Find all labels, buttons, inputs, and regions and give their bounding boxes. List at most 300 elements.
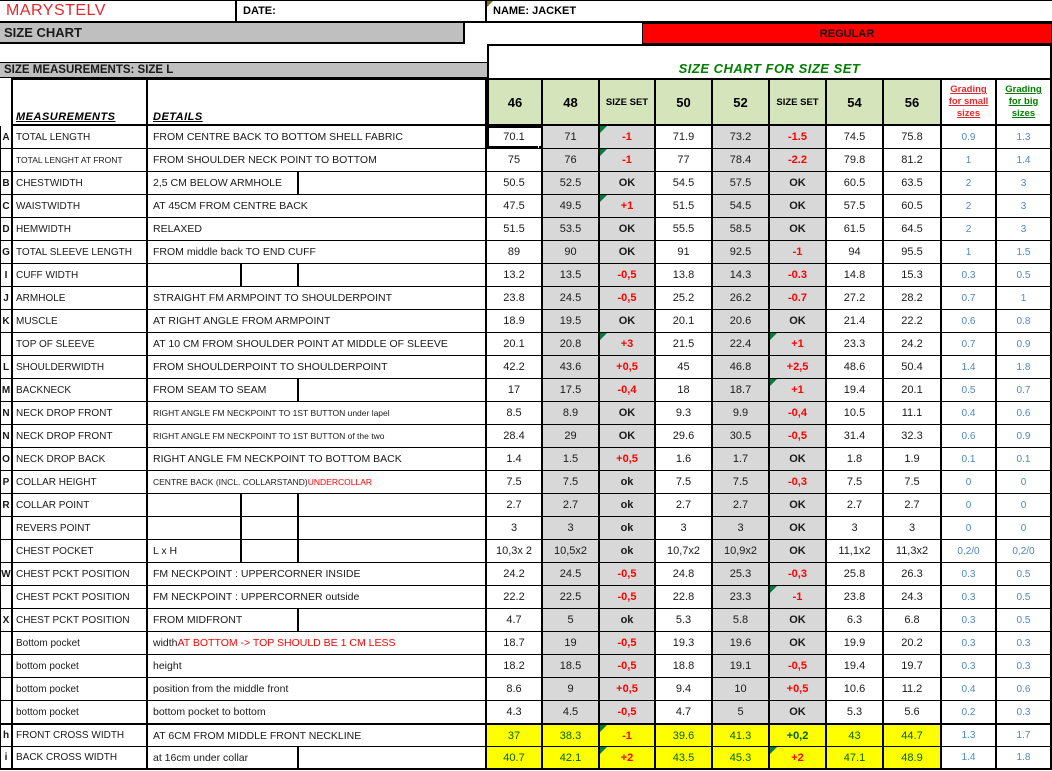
size-set-diff-cell[interactable] [600, 356, 656, 378]
size-set-diff-cell[interactable] [770, 632, 827, 654]
column-header-size-46[interactable]: 46 [487, 78, 543, 126]
size-value-cell[interactable] [884, 172, 942, 194]
size-value-cell[interactable] [884, 586, 942, 608]
size-set-diff-cell[interactable] [600, 471, 656, 493]
size-value-cell[interactable] [487, 494, 543, 516]
size-value-cell[interactable] [543, 310, 600, 332]
size-value-cell[interactable] [713, 402, 770, 424]
size-value-cell[interactable] [656, 402, 713, 424]
size-set-diff-cell[interactable] [770, 471, 827, 493]
column-header-size-54[interactable]: 54 [827, 78, 884, 126]
size-value-cell[interactable] [487, 471, 543, 493]
size-value-cell[interactable] [884, 448, 942, 470]
grading-value-cell[interactable] [942, 563, 997, 585]
grading-value-cell[interactable] [997, 678, 1052, 700]
measurement-name-cell[interactable]: NECK DROP FRONT [13, 425, 148, 447]
size-value-cell[interactable] [713, 655, 770, 677]
size-value-cell[interactable] [543, 540, 600, 562]
size-value-cell[interactable] [656, 172, 713, 194]
size-value-cell[interactable] [543, 632, 600, 654]
size-value-cell[interactable] [656, 540, 713, 562]
size-value-cell[interactable] [487, 563, 543, 585]
details-cell[interactable] [148, 310, 487, 332]
size-value-cell[interactable] [543, 126, 600, 148]
size-set-diff-cell[interactable] [600, 241, 656, 263]
size-value-cell[interactable] [656, 494, 713, 516]
size-set-diff-cell[interactable] [770, 287, 827, 309]
size-value-cell[interactable] [827, 471, 884, 493]
size-set-diff-cell[interactable] [600, 563, 656, 585]
details-cell[interactable] [148, 448, 487, 470]
details-cell[interactable] [148, 218, 487, 240]
size-value-cell[interactable] [656, 126, 713, 148]
size-value-cell[interactable] [713, 356, 770, 378]
size-value-cell[interactable] [487, 172, 543, 194]
size-set-diff-cell[interactable] [770, 264, 827, 286]
size-value-cell[interactable] [713, 725, 770, 746]
size-set-diff-cell[interactable] [600, 126, 656, 148]
size-value-cell[interactable] [487, 678, 543, 700]
size-value-cell[interactable] [827, 172, 884, 194]
measurement-name-cell[interactable]: WAISTWIDTH [13, 195, 148, 217]
size-value-cell[interactable] [543, 655, 600, 677]
size-value-cell[interactable] [487, 195, 543, 217]
size-value-cell[interactable] [656, 241, 713, 263]
measurement-name-cell[interactable]: CHEST PCKT POSITION [13, 586, 148, 608]
size-value-cell[interactable] [543, 287, 600, 309]
column-header-grading-small[interactable]: Grading for small sizes [942, 78, 997, 126]
size-value-cell[interactable] [543, 471, 600, 493]
size-value-cell[interactable] [487, 310, 543, 332]
size-set-diff-cell[interactable] [770, 655, 827, 677]
size-set-diff-cell[interactable] [770, 563, 827, 585]
size-value-cell[interactable] [656, 195, 713, 217]
size-value-cell[interactable] [656, 264, 713, 286]
measurement-name-cell[interactable]: NECK DROP BACK [13, 448, 148, 470]
column-header-size-set[interactable]: SIZE SET [770, 78, 827, 126]
grading-value-cell[interactable] [942, 356, 997, 378]
size-value-cell[interactable] [656, 310, 713, 332]
size-value-cell[interactable] [827, 149, 884, 171]
size-set-diff-cell[interactable] [600, 287, 656, 309]
size-value-cell[interactable] [487, 287, 543, 309]
details-cell[interactable] [148, 402, 487, 424]
grading-value-cell[interactable] [997, 195, 1052, 217]
measurement-name-cell[interactable]: bottom pocket [13, 701, 148, 723]
size-value-cell[interactable] [543, 195, 600, 217]
size-value-cell[interactable] [827, 517, 884, 539]
size-value-cell[interactable] [884, 402, 942, 424]
row-letter[interactable]: A [0, 126, 13, 148]
size-set-diff-cell[interactable] [770, 678, 827, 700]
details-cell[interactable] [148, 586, 487, 608]
row-letter[interactable]: C [0, 195, 13, 217]
size-set-diff-cell[interactable] [600, 586, 656, 608]
details-cell[interactable] [148, 725, 487, 746]
size-set-diff-cell[interactable] [600, 264, 656, 286]
row-letter[interactable] [0, 632, 13, 654]
size-set-diff-cell[interactable] [770, 195, 827, 217]
size-set-diff-cell[interactable] [770, 126, 827, 148]
size-value-cell[interactable] [884, 632, 942, 654]
size-value-cell[interactable] [827, 287, 884, 309]
grading-value-cell[interactable] [942, 172, 997, 194]
size-value-cell[interactable] [656, 218, 713, 240]
details-cell[interactable] [148, 655, 487, 677]
row-letter[interactable] [0, 701, 13, 723]
grading-value-cell[interactable] [997, 747, 1052, 768]
column-header-size-set[interactable]: SIZE SET [600, 78, 656, 126]
size-set-diff-cell[interactable] [770, 609, 827, 631]
size-value-cell[interactable] [713, 678, 770, 700]
measurement-name-cell[interactable]: TOTAL SLEEVE LENGTH [13, 241, 148, 263]
row-letter[interactable]: J [0, 287, 13, 309]
row-letter[interactable]: M [0, 379, 13, 401]
size-value-cell[interactable] [487, 218, 543, 240]
grading-value-cell[interactable] [942, 310, 997, 332]
measurement-name-cell[interactable]: CUFF WIDTH [13, 264, 148, 286]
size-value-cell[interactable] [543, 747, 600, 768]
size-value-cell[interactable] [713, 195, 770, 217]
size-set-diff-cell[interactable] [770, 701, 827, 723]
size-value-cell[interactable] [827, 563, 884, 585]
size-value-cell[interactable] [884, 126, 942, 148]
grading-value-cell[interactable] [942, 195, 997, 217]
size-value-cell[interactable] [656, 425, 713, 447]
size-value-cell[interactable] [656, 149, 713, 171]
grading-value-cell[interactable] [997, 356, 1052, 378]
size-value-cell[interactable] [713, 563, 770, 585]
size-value-cell[interactable] [487, 632, 543, 654]
grading-value-cell[interactable] [997, 540, 1052, 562]
size-set-diff-cell[interactable] [770, 586, 827, 608]
details-cell[interactable] [148, 333, 487, 355]
size-value-cell[interactable] [713, 448, 770, 470]
size-value-cell[interactable] [884, 471, 942, 493]
grading-value-cell[interactable] [942, 402, 997, 424]
grading-value-cell[interactable] [942, 379, 997, 401]
measurement-name-cell[interactable]: CHEST POCKET [13, 540, 148, 562]
size-value-cell[interactable] [487, 356, 543, 378]
size-value-cell[interactable] [713, 747, 770, 768]
row-letter[interactable] [0, 678, 13, 700]
size-value-cell[interactable] [713, 264, 770, 286]
size-value-cell[interactable] [713, 379, 770, 401]
size-value-cell[interactable] [543, 701, 600, 723]
size-value-cell[interactable] [884, 333, 942, 355]
size-value-cell[interactable] [543, 494, 600, 516]
details-cell[interactable] [148, 149, 487, 171]
size-value-cell[interactable] [827, 678, 884, 700]
size-value-cell[interactable] [656, 471, 713, 493]
size-value-cell[interactable] [827, 356, 884, 378]
size-value-cell[interactable] [827, 379, 884, 401]
size-value-cell[interactable] [543, 402, 600, 424]
measurement-name-cell[interactable]: MUSCLE [13, 310, 148, 332]
details-cell[interactable] [148, 379, 487, 401]
grading-value-cell[interactable] [997, 563, 1052, 585]
measurement-name-cell[interactable]: COLLAR POINT [13, 494, 148, 516]
size-value-cell[interactable] [487, 264, 543, 286]
details-cell[interactable] [148, 126, 487, 148]
size-value-cell[interactable] [656, 701, 713, 723]
size-value-cell[interactable] [543, 241, 600, 263]
size-value-cell[interactable] [884, 517, 942, 539]
size-value-cell[interactable] [827, 126, 884, 148]
size-set-diff-cell[interactable] [600, 218, 656, 240]
grading-value-cell[interactable] [942, 494, 997, 516]
size-value-cell[interactable] [543, 264, 600, 286]
row-letter[interactable]: N [0, 402, 13, 424]
size-value-cell[interactable] [884, 725, 942, 746]
row-letter[interactable]: i [0, 747, 13, 768]
measurement-name-cell[interactable]: NECK DROP FRONT [13, 402, 148, 424]
column-header-size-48[interactable]: 48 [543, 78, 600, 126]
grading-value-cell[interactable] [997, 494, 1052, 516]
grading-value-cell[interactable] [942, 655, 997, 677]
size-set-diff-cell[interactable] [770, 379, 827, 401]
details-cell[interactable] [148, 264, 487, 286]
size-set-diff-cell[interactable] [770, 172, 827, 194]
grading-value-cell[interactable] [997, 264, 1052, 286]
details-cell[interactable] [148, 678, 487, 700]
details-cell[interactable] [148, 471, 487, 493]
size-value-cell[interactable] [827, 241, 884, 263]
size-set-diff-cell[interactable] [600, 609, 656, 631]
size-set-diff-cell[interactable] [770, 310, 827, 332]
measurement-name-cell[interactable]: TOP OF SLEEVE [13, 333, 148, 355]
measurement-name-cell[interactable]: bottom pocket [13, 678, 148, 700]
grading-value-cell[interactable] [997, 448, 1052, 470]
size-set-diff-cell[interactable] [600, 632, 656, 654]
grading-value-cell[interactable] [997, 379, 1052, 401]
row-letter[interactable] [0, 333, 13, 355]
size-set-diff-cell[interactable] [600, 172, 656, 194]
size-value-cell[interactable] [713, 609, 770, 631]
grading-value-cell[interactable] [942, 126, 997, 148]
size-set-diff-cell[interactable] [600, 540, 656, 562]
size-value-cell[interactable] [543, 517, 600, 539]
grading-value-cell[interactable] [942, 632, 997, 654]
grading-value-cell[interactable] [997, 333, 1052, 355]
size-value-cell[interactable] [884, 264, 942, 286]
size-set-diff-cell[interactable] [600, 310, 656, 332]
size-set-diff-cell[interactable] [770, 333, 827, 355]
grading-value-cell[interactable] [942, 149, 997, 171]
size-value-cell[interactable] [656, 632, 713, 654]
row-letter[interactable]: R [0, 494, 13, 516]
row-letter[interactable]: B [0, 172, 13, 194]
size-set-diff-cell[interactable] [600, 494, 656, 516]
size-value-cell[interactable] [713, 517, 770, 539]
measurement-name-cell[interactable]: CHESTWIDTH [13, 172, 148, 194]
grading-value-cell[interactable] [942, 425, 997, 447]
size-value-cell[interactable] [487, 517, 543, 539]
size-set-diff-cell[interactable] [770, 448, 827, 470]
measurement-name-cell[interactable]: bottom pocket [13, 655, 148, 677]
size-value-cell[interactable] [487, 448, 543, 470]
row-letter[interactable]: I [0, 264, 13, 286]
grading-value-cell[interactable] [997, 517, 1052, 539]
size-value-cell[interactable] [884, 149, 942, 171]
size-value-cell[interactable] [656, 678, 713, 700]
measurement-name-cell[interactable]: BACKNECK [13, 379, 148, 401]
details-cell[interactable] [148, 195, 487, 217]
size-value-cell[interactable] [713, 586, 770, 608]
size-value-cell[interactable] [656, 333, 713, 355]
details-cell[interactable] [148, 701, 487, 723]
details-cell[interactable] [148, 494, 487, 516]
row-letter[interactable] [0, 149, 13, 171]
size-set-diff-cell[interactable] [600, 747, 656, 768]
measurement-name-cell[interactable]: ARMHOLE [13, 287, 148, 309]
size-value-cell[interactable] [543, 379, 600, 401]
measurement-name-cell[interactable]: CHEST PCKT POSITION [13, 563, 148, 585]
size-set-diff-cell[interactable] [770, 494, 827, 516]
row-letter[interactable]: W [0, 563, 13, 585]
grading-value-cell[interactable] [942, 586, 997, 608]
measurement-name-cell[interactable]: TOTAL LENGTH [13, 126, 148, 148]
grading-value-cell[interactable] [997, 586, 1052, 608]
size-value-cell[interactable] [884, 287, 942, 309]
measurement-name-cell[interactable]: BACK CROSS WIDTH [13, 747, 148, 768]
grading-value-cell[interactable] [942, 333, 997, 355]
size-value-cell[interactable] [543, 563, 600, 585]
size-set-diff-cell[interactable] [770, 356, 827, 378]
size-set-diff-cell[interactable] [600, 402, 656, 424]
measurement-name-cell[interactable]: TOTAL LENGHT AT FRONT [13, 149, 148, 171]
size-value-cell[interactable] [543, 356, 600, 378]
details-cell[interactable] [148, 356, 487, 378]
size-value-cell[interactable] [487, 241, 543, 263]
grading-value-cell[interactable] [942, 448, 997, 470]
grading-value-cell[interactable] [942, 218, 997, 240]
size-value-cell[interactable] [713, 310, 770, 332]
details-cell[interactable] [148, 609, 487, 631]
column-header-grading-big[interactable]: Grading for big sizes [997, 78, 1052, 126]
grading-value-cell[interactable] [997, 172, 1052, 194]
grading-value-cell[interactable] [997, 126, 1052, 148]
size-set-diff-cell[interactable] [770, 517, 827, 539]
grading-value-cell[interactable] [942, 517, 997, 539]
size-value-cell[interactable] [656, 517, 713, 539]
measurement-name-cell[interactable]: COLLAR HEIGHT [13, 471, 148, 493]
size-value-cell[interactable] [656, 725, 713, 746]
size-value-cell[interactable] [884, 563, 942, 585]
details-column-header[interactable] [148, 78, 487, 126]
size-value-cell[interactable] [713, 218, 770, 240]
size-value-cell[interactable] [713, 701, 770, 723]
size-value-cell[interactable] [713, 126, 770, 148]
size-set-diff-cell[interactable] [770, 402, 827, 424]
size-value-cell[interactable] [713, 172, 770, 194]
details-cell[interactable] [148, 540, 487, 562]
size-value-cell[interactable] [713, 494, 770, 516]
details-cell[interactable] [148, 747, 487, 768]
size-value-cell[interactable] [656, 609, 713, 631]
size-value-cell[interactable] [884, 425, 942, 447]
measurement-name-cell[interactable]: HEMWIDTH [13, 218, 148, 240]
size-value-cell[interactable] [827, 333, 884, 355]
size-value-cell[interactable] [543, 425, 600, 447]
size-value-cell[interactable] [827, 195, 884, 217]
size-value-cell[interactable] [487, 379, 543, 401]
size-value-cell[interactable] [884, 701, 942, 723]
size-value-cell[interactable] [656, 655, 713, 677]
row-letter[interactable]: G [0, 241, 13, 263]
row-letter[interactable] [0, 517, 13, 539]
size-set-diff-cell[interactable] [600, 655, 656, 677]
size-set-diff-cell[interactable] [600, 678, 656, 700]
size-set-diff-cell[interactable] [600, 333, 656, 355]
size-value-cell[interactable] [656, 448, 713, 470]
column-header-size-52[interactable]: 52 [713, 78, 770, 126]
size-set-diff-cell[interactable] [770, 218, 827, 240]
row-letter[interactable]: D [0, 218, 13, 240]
grading-value-cell[interactable] [942, 540, 997, 562]
size-value-cell[interactable] [884, 747, 942, 768]
size-set-diff-cell[interactable] [770, 725, 827, 746]
size-value-cell[interactable] [487, 725, 543, 746]
size-set-diff-cell[interactable] [770, 425, 827, 447]
size-value-cell[interactable] [884, 310, 942, 332]
size-value-cell[interactable] [827, 425, 884, 447]
grading-value-cell[interactable] [942, 678, 997, 700]
size-value-cell[interactable] [713, 471, 770, 493]
size-value-cell[interactable] [487, 540, 543, 562]
size-set-diff-cell[interactable] [600, 195, 656, 217]
size-value-cell[interactable] [487, 586, 543, 608]
size-value-cell[interactable] [487, 149, 543, 171]
row-letter[interactable]: N [0, 425, 13, 447]
size-value-cell[interactable] [884, 678, 942, 700]
grading-value-cell[interactable] [997, 701, 1052, 723]
size-set-diff-cell[interactable] [600, 701, 656, 723]
grading-value-cell[interactable] [997, 425, 1052, 447]
size-value-cell[interactable] [713, 241, 770, 263]
size-value-cell[interactable] [656, 563, 713, 585]
size-value-cell[interactable] [827, 402, 884, 424]
grading-value-cell[interactable] [997, 218, 1052, 240]
size-value-cell[interactable] [713, 149, 770, 171]
details-cell[interactable] [148, 172, 487, 194]
grading-value-cell[interactable] [942, 264, 997, 286]
measurement-name-cell[interactable]: Bottom pocket [13, 632, 148, 654]
size-value-cell[interactable] [884, 494, 942, 516]
grading-value-cell[interactable] [997, 402, 1052, 424]
size-value-cell[interactable] [827, 655, 884, 677]
size-value-cell[interactable] [827, 448, 884, 470]
grading-value-cell[interactable] [942, 287, 997, 309]
measurement-name-cell[interactable]: FRONT CROSS WIDTH [13, 725, 148, 746]
size-value-cell[interactable] [543, 448, 600, 470]
size-set-diff-cell[interactable] [770, 747, 827, 768]
row-letter[interactable] [0, 586, 13, 608]
grading-value-cell[interactable] [942, 725, 997, 746]
size-value-cell[interactable] [487, 747, 543, 768]
grading-value-cell[interactable] [997, 632, 1052, 654]
size-value-cell[interactable] [827, 725, 884, 746]
size-value-cell[interactable] [884, 540, 942, 562]
fit-banner[interactable]: REGULAR [642, 23, 1052, 44]
size-value-cell[interactable] [543, 218, 600, 240]
size-set-diff-cell[interactable] [600, 725, 656, 746]
row-letter[interactable] [0, 540, 13, 562]
size-value-cell[interactable] [713, 287, 770, 309]
grading-value-cell[interactable] [997, 310, 1052, 332]
measurement-name-cell[interactable]: SHOULDERWIDTH [13, 356, 148, 378]
size-value-cell[interactable] [656, 747, 713, 768]
